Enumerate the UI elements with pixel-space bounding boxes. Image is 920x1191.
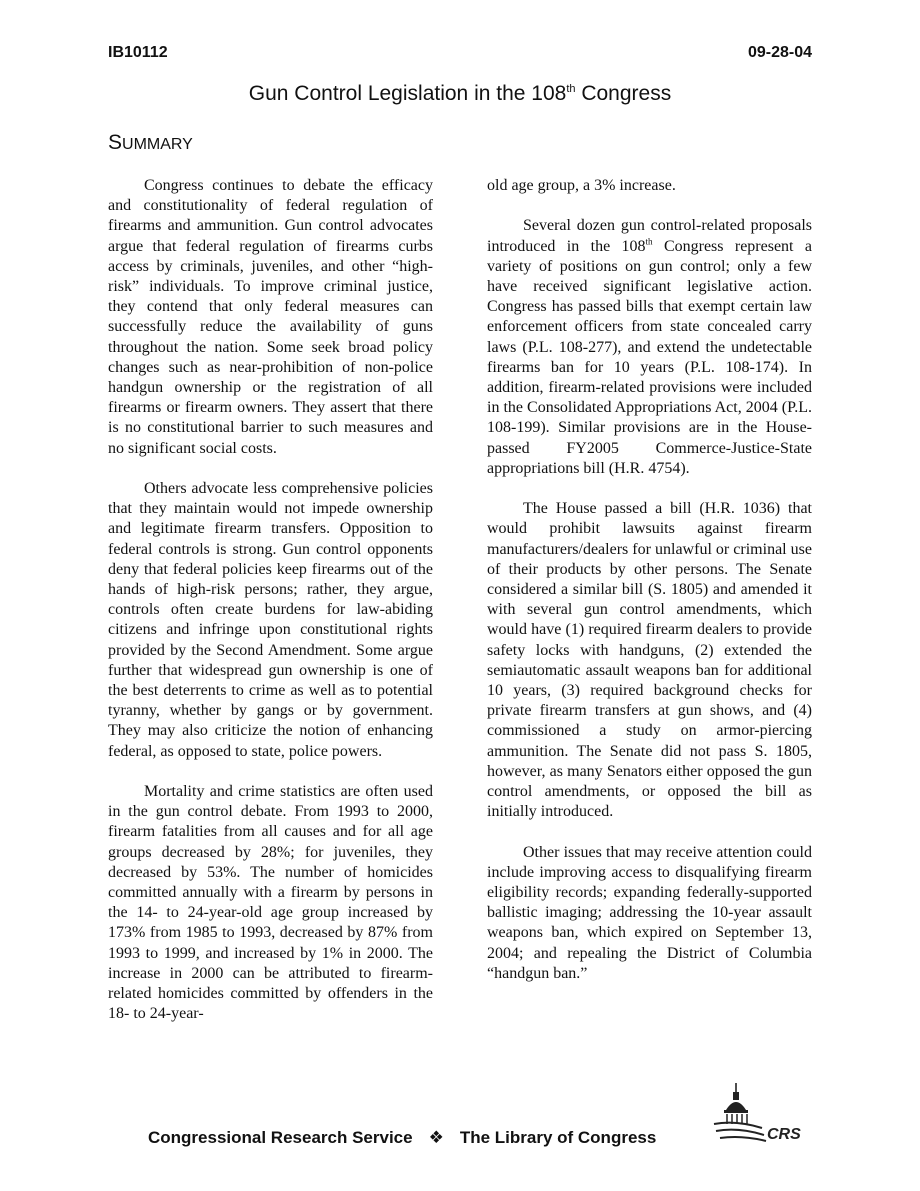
report-id: IB10112 bbox=[108, 44, 168, 61]
crs-capitol-logo-icon bbox=[712, 1080, 812, 1150]
footer-separator: ❖ bbox=[428, 1128, 444, 1147]
section-heading-initial: S bbox=[108, 131, 123, 154]
page-title bbox=[0, 82, 920, 106]
footer bbox=[148, 1128, 656, 1148]
right-column bbox=[487, 176, 812, 1004]
title-text: Gun Control Legislation in the 108 bbox=[248, 82, 567, 105]
section-heading-rest: UMMARY bbox=[122, 136, 193, 153]
paragraph: The House passed a bill (H.R. 1036) that would prohibit lawsuits against firearm manufacturers/dealers for unlawful or criminal use of their products by other persons. The Senate considered a similar bill (S. 1805) and amended it with several gun control amendments, which would have (1) required firearm dealers to provide safety locks with handguns, (2) extended the semiautomatic assault weapons ban for additional 10 years, (3) required background checks for private firearm transfers at gun shows, and (4) commissioned a study on armor-piercing ammunition. The Senate did not pass S. 1805, however, as many Senators either opposed the gun control amendments, or opposed the bill as initially introduced. bbox=[487, 500, 812, 821]
footer-crs-name: Congressional Research Service bbox=[148, 1128, 413, 1147]
paragraph-text: Several dozen gun control-related proposals introduced in the 108 bbox=[487, 217, 812, 255]
paragraph-continuation: old age group, a 3% increase. bbox=[487, 177, 676, 194]
paragraph: Congress continues to debate the efficacy and constitutionality of federal regulation of firearms and ammunition. Gun control advocates argue that federal regulation of firearms curbs access by criminals, juveniles, and other “high-risk” individuals. To improve criminal justice, they contend that only federal measures can successfully reduce the availability of guns throughout the nation. Some seek broad policy changes such as near-prohibition of non-police handgun ownership or the registration of all firearms or firearm owners. They assert that there is no constitutional barrier to such measures and no significant social costs. bbox=[108, 177, 433, 457]
crs-logo-text: CRS bbox=[767, 1126, 801, 1143]
title-text-end: Congress bbox=[575, 82, 672, 105]
paragraph-superscript: th bbox=[645, 236, 653, 247]
section-heading bbox=[108, 131, 193, 155]
footer-library-name: The Library of Congress bbox=[459, 1128, 657, 1147]
title-superscript: th bbox=[566, 83, 576, 95]
paragraph: Other issues that may receive attention could include improving access to disqualifying firearm eligibility records; expanding federally-supported ballistic imaging; addressing the 10-year assault weapons ban, which expired on September 13, 2004; and repealing the District of Columbia “handgun ban.” bbox=[487, 843, 812, 982]
paragraph-text-end: Congress represent a variety of positions on gun control; only a few have received significant legislative action. Congress has passed bills that exempt certain law enforcement officers from state concealed carry laws (P.L. 108-277), and extend the undetectable firearms ban for 10 years (P.L. 108-174). In addition, firearm-related provisions were included in the Consolidated Appropriations Act, 2004 (P.L. 108-199). Similar provisions are in the House-passed FY2005 Commerce-Justice-State appropriations bill (H.R. 4754). bbox=[487, 237, 812, 477]
left-column bbox=[108, 176, 433, 1045]
report-date: 09-28-04 bbox=[747, 44, 812, 61]
paragraph bbox=[487, 216, 812, 479]
paragraph: Mortality and crime statistics are often used in the gun control debate. From 1993 to 2000, firearm fatalities from all causes and for all age groups decreased by 28%; for juveniles, they decreased by 53%. The number of homicides committed annually with a firearm by persons in the 14- to 24-year-old age group increased by 173% from 1985 to 1993, decreased by 87% from 1993 to 1999, and increased by 1% in 2000. The increase in 2000 can be attributed to firearm-related homicides committed by offenders in the 18- to 24-year- bbox=[108, 783, 433, 1023]
paragraph: Others advocate less comprehensive policies that they maintain would not impede ownership and legitimate firearm transfers. Opposition to federal controls is strong. Gun control opponents deny that federal policies keep firearms out of the hands of high-risk persons; rather, they argue, controls often create burdens for law-abiding citizens and infringe upon constitutional rights provided by the Second Amendment. Some argue further that widespread gun ownership is one of the best deterrents to crime as well as to potential tyranny, whether by gangs or by government. They may also criticize the notion of enhancing federal, as opposed to state, police powers. bbox=[108, 480, 433, 760]
